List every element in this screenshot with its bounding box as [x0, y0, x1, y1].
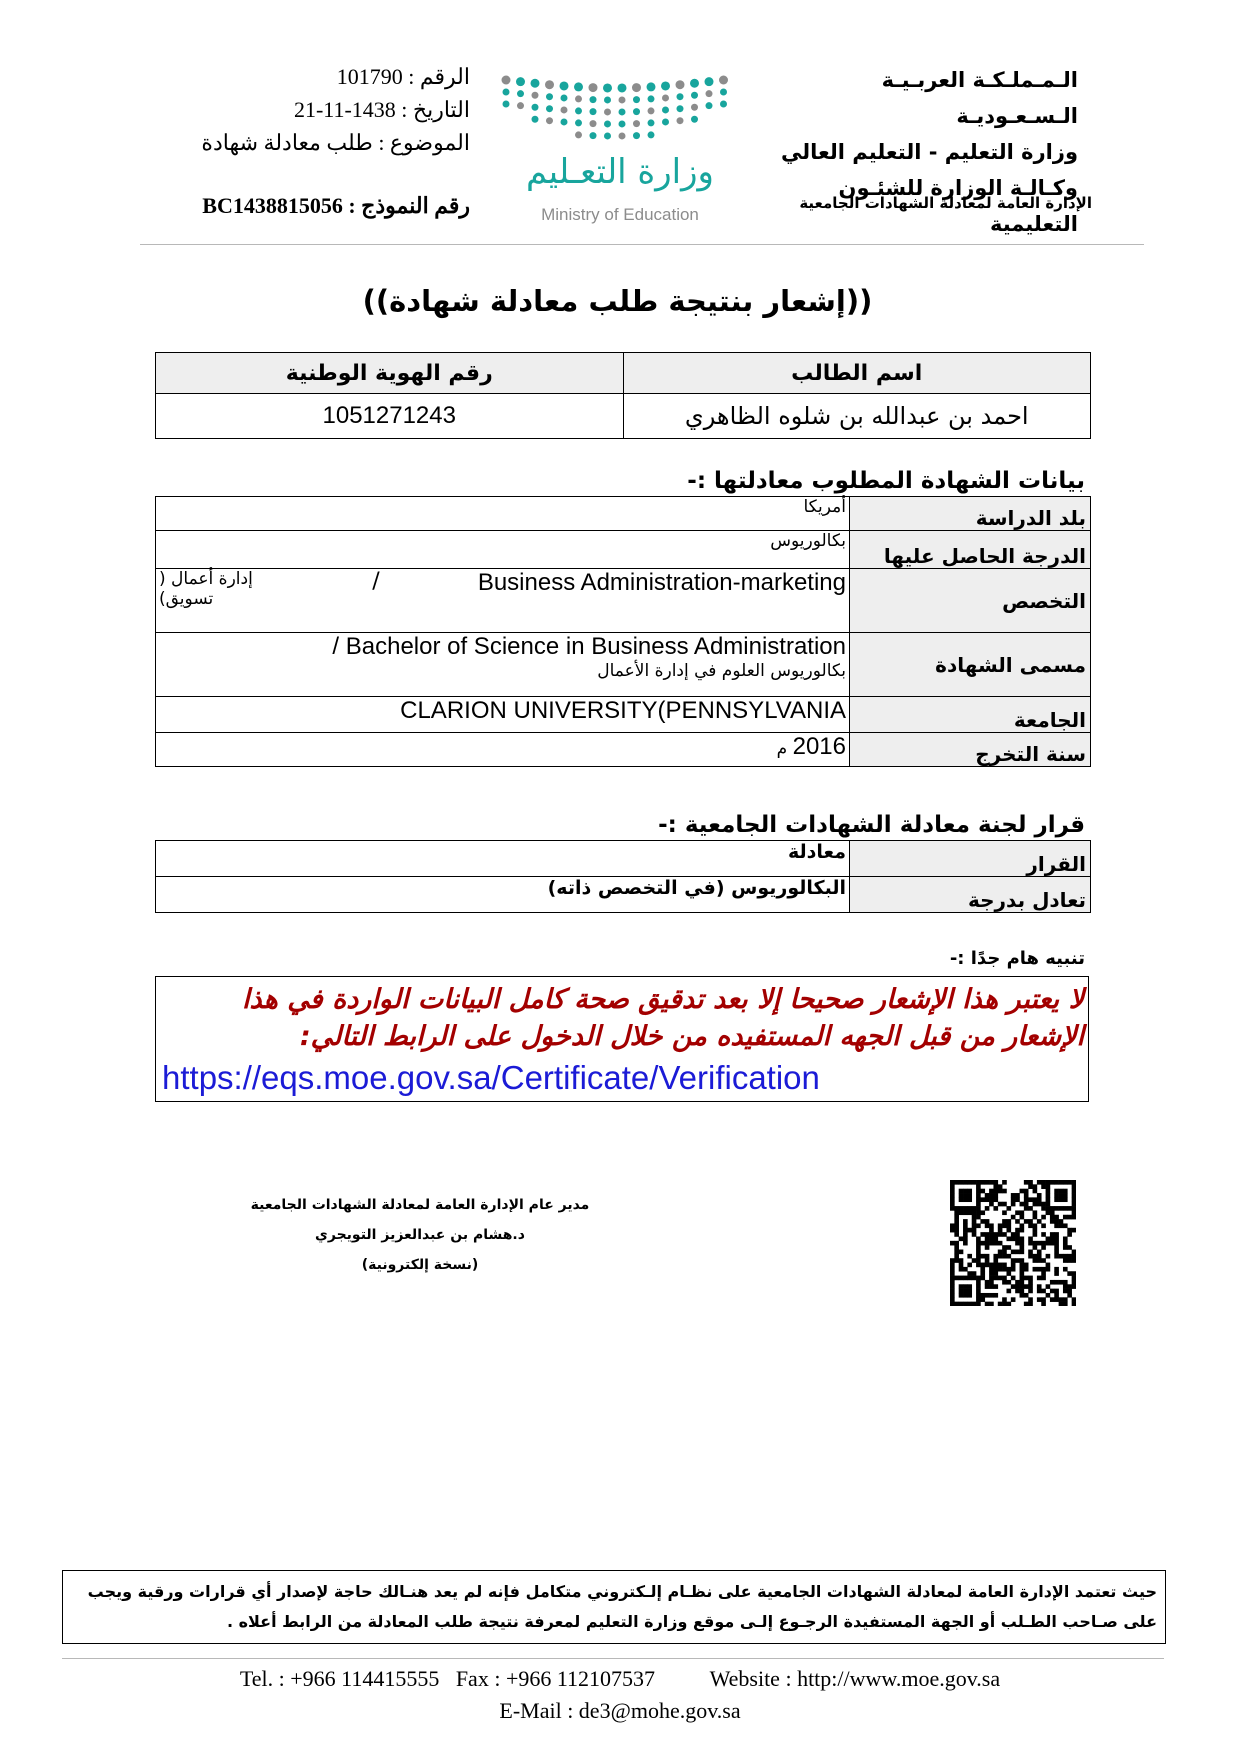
form-number-line [140, 193, 470, 219]
footer-contact-line: Tel. : +966 114415555 Fax : +966 112107537 Website : http://www.moe.gov.sa [239, 1666, 1001, 1691]
decision-table [155, 840, 1091, 913]
table-row [156, 569, 1091, 633]
table-row [156, 733, 1091, 767]
verification-link[interactable]: https://eqs.moe.gov.sa/Certificate/Verification [162, 1059, 820, 1096]
reference-date-line [150, 93, 470, 126]
study-country-label: بلد الدراسة [850, 497, 1091, 531]
study-country-value: أمريكا [156, 497, 850, 531]
student-name-value: احمد بن عبدالله بن شلوه الظاهري [623, 394, 1091, 439]
decision-value: معادلة [156, 841, 850, 877]
ministry-header [778, 62, 1078, 242]
reference-block [150, 60, 470, 159]
major-value-english: Business Administration-marketing [477, 569, 846, 596]
department-name: الإدارة العامة لمعادلة الشهادات الجامعية [799, 194, 1092, 212]
notice-text: حيث تعتمد الإدارة العامة لمعادلة الشهادات الجامعية على نظـام إلـكتروني متكامل فإنه لم يعد هنـالك حاجة لإصدار أي قرارات ورقية ويجب على صـاحب الطـلب أو الجهة المستفيدة الرجـوع إلـى موقع وزارة التعليم لمعرفة نتيجة طلب المعادلة من الرابط أعلاه . [87, 1582, 1157, 1631]
table-row [156, 633, 1091, 697]
graduation-year-value [156, 733, 850, 767]
signature-name: د.هشام بن عبدالعزيز التويجري [315, 1227, 525, 1243]
certificate-section-title: بيانات الشهادة المطلوب معادلتها :- [687, 468, 1085, 494]
major-value-separator: / [372, 569, 380, 594]
footer-email-line: E-Mail : de3@mohe.gov.sa [499, 1698, 741, 1723]
major-value [156, 569, 850, 633]
student-info-table [155, 352, 1091, 439]
decision-section-title: قرار لجنة معادلة الشهادات الجامعية :- [658, 812, 1085, 838]
reference-number-label: الرقم : [408, 64, 470, 89]
reference-number: 101790 [336, 64, 403, 89]
signature-title: مدير عام الإدارة العامة لمعادلة الشهادات الجامعية [250, 1197, 590, 1213]
equivalent-degree-label: تعادل بدرجة [850, 877, 1091, 913]
footer-divider [62, 1658, 1164, 1659]
header-line-kingdom: الـمـملـكـة العربـيـة الـسـعـوديـة [881, 68, 1078, 128]
signature-block [240, 1190, 600, 1280]
signature-note: (نسخة إلكترونية) [361, 1257, 479, 1273]
major-label: التخصص [850, 569, 1091, 633]
equivalent-degree-value: البكالوريوس (في التخصص ذاته) [156, 877, 850, 913]
table-row [156, 877, 1091, 913]
table-row [156, 841, 1091, 877]
graduation-year-label: سنة التخرج [850, 733, 1091, 767]
table-row [156, 497, 1091, 531]
header-divider [140, 244, 1144, 245]
reference-number-line [150, 60, 470, 93]
warning-box [155, 976, 1089, 1102]
reference-date: 1438-11-21 [293, 97, 396, 122]
form-number: BC1438815056 [202, 193, 343, 218]
header-line-ministry: وزارة التعليم - التعليم العالي [781, 140, 1078, 164]
table-row [156, 531, 1091, 569]
student-table-value-row [156, 394, 1091, 439]
table-row [156, 697, 1091, 733]
certificate-name-label: مسمى الشهادة [850, 633, 1091, 697]
page-title: ((إشعار بنتيجة طلب معادلة شهادة)) [362, 284, 873, 318]
warning-title: تنبيه هام جدًا :- [949, 948, 1085, 969]
notice-box [62, 1570, 1166, 1644]
certificate-table [155, 496, 1091, 767]
certificate-name-english: Bachelor of Science in Business Administration / [332, 633, 846, 660]
graduation-year: 2016 [792, 733, 846, 760]
decision-label: القرار [850, 841, 1091, 877]
graduation-year-suffix: م [776, 739, 788, 759]
national-id-header: رقم الهوية الوطنية [156, 353, 624, 394]
certificate-name-arabic: بكالوريوس العلوم في إدارة الأعمال [597, 661, 846, 681]
reference-subject: الموضوع : طلب معادلة شهادة [201, 130, 470, 155]
qr-code-icon [950, 1180, 1076, 1306]
header-line-agency: وكـالـة الوزارة للشئـون التعليمية [838, 176, 1078, 236]
reference-date-label: التاريخ : [401, 97, 470, 122]
national-id-value: 1051271243 [156, 394, 624, 439]
university-value: CLARION UNIVERSITY(PENNSYLVANIA [156, 697, 850, 733]
form-number-label: رقم النموذج : [348, 193, 470, 218]
logo-arabic-text: وزارة التعـليم [526, 152, 714, 192]
certificate-name-value [156, 633, 850, 697]
degree-label: الدرجة الحاصل عليها [850, 531, 1091, 569]
student-name-header: اسم الطالب [623, 353, 1091, 394]
student-table-header-row [156, 353, 1091, 394]
logo-english-text: Ministry of Education [541, 205, 699, 224]
university-label: الجامعة [850, 697, 1091, 733]
warning-text: لا يعتبر هذا الإشعار صحيحا إلا بعد تدقيق صحة كامل البيانات الواردة في هذا الإشعار من قبل الجهه المستفيده من خلال الدخول على الرابط التالي: [241, 984, 1084, 1052]
major-value-arabic: إدارة أعمال ( تسويق) [159, 569, 253, 609]
degree-value: بكالوريوس [156, 531, 850, 569]
